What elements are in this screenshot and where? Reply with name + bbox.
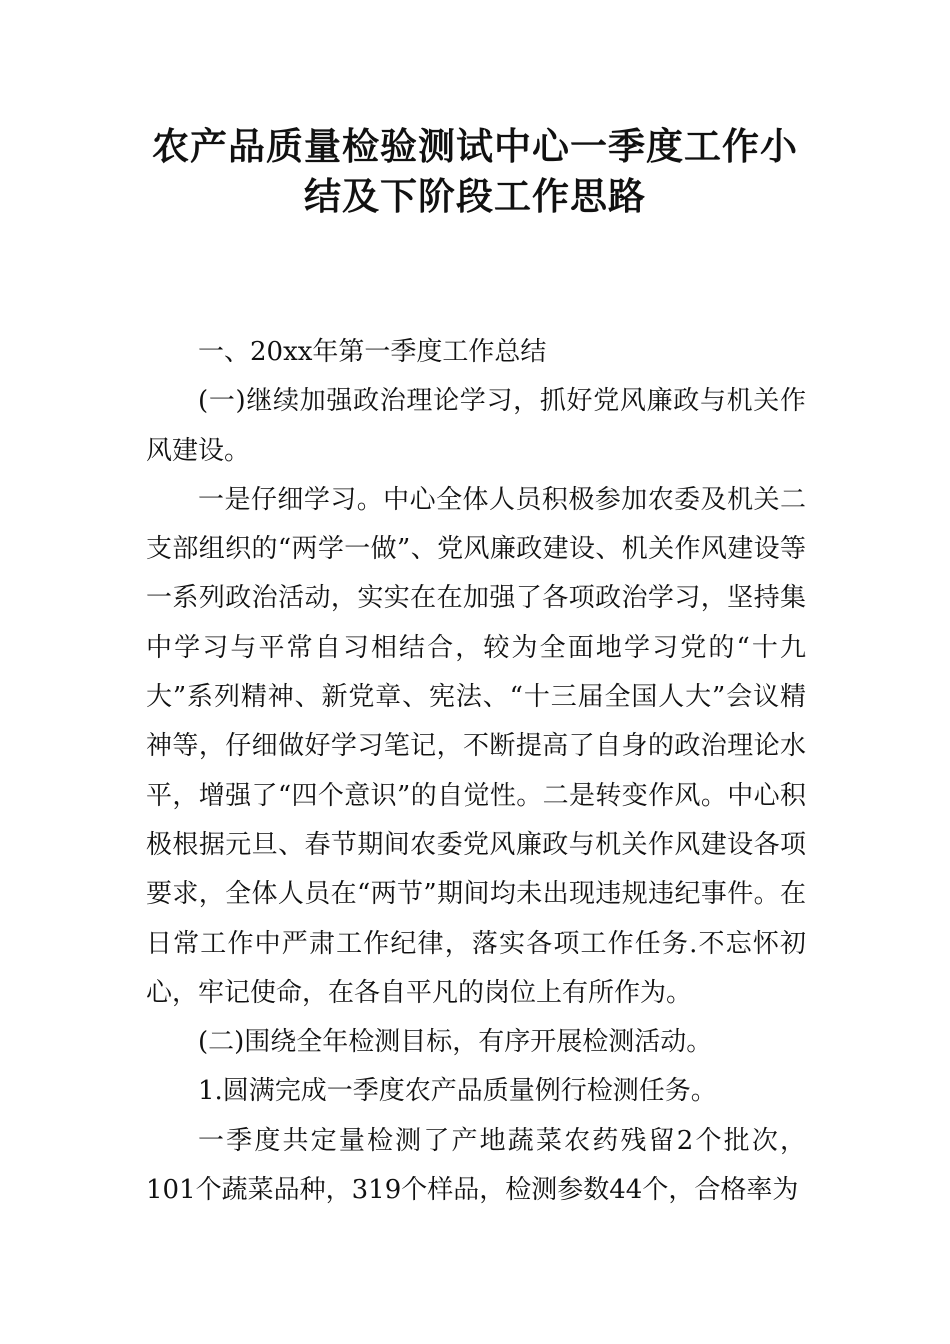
subsection-heading-1: (一)继续加强政治理论学习，抓好党风廉政与机关作风建设。 (146, 386, 806, 466)
title-line-2: 结及下阶段工作思路 (304, 175, 646, 218)
item-heading-1: 1.圆满完成一季度农产品质量例行检测任务。 (198, 1076, 717, 1107)
title-line-1: 农产品质量检验测试中心一季度工作小 (152, 125, 798, 168)
body-paragraph-1: 一是仔细学习。中心全体人员积极参加农委及机关二支部组织的“两学一做”、党风廉政建设、机关作风建设等一系列政治活动，实实在在加强了各项政治学习，坚持集中学习与平常自习相结合，较为全面地学习党的“十九大”系列精神、新党章、宪法、“十三届全国人大”会议精神等，仔细做好学习笔记，不断提高了自身的政治理论水平，增强了“四个意识”的自觉性。二是转变作风。中心积极根据元旦、春节期间农委党风廉政与机关作风建设各项要求，全体人员在“两节”期间均未出现违规违纪事件。在日常工作中严肃工作纪律，落实各项工作任务.不忘怀初心，牢记使命，在各自平凡的岗位上有所作为。 (146, 484, 806, 1008)
body-paragraph-2: 一季度共定量检测了产地蔬菜农药残留2个批次，101个蔬菜品种，319个样品，检测参数44个，合格率为 (146, 1125, 806, 1206)
subsection-heading-2: (二)围绕全年检测目标，有序开展检测活动。 (198, 1027, 713, 1058)
section-heading-1: 一、20xx年第一季度工作总结 (198, 337, 547, 367)
document-body (146, 328, 806, 1215)
document-title (140, 122, 810, 222)
